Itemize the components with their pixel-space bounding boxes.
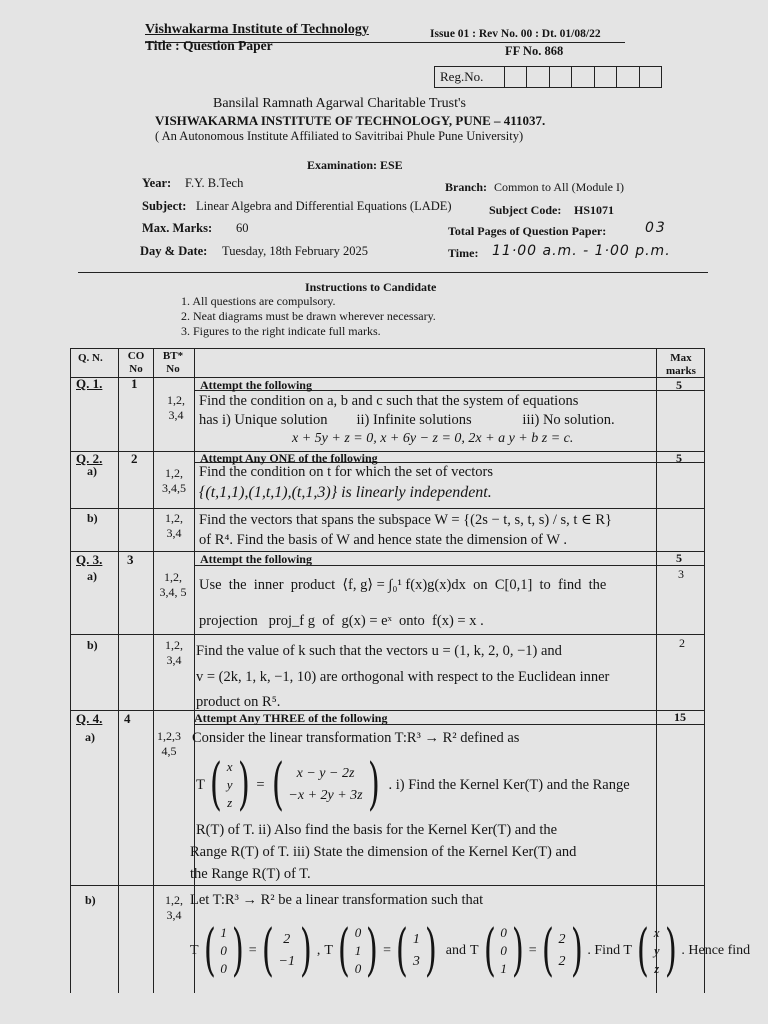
- q4a-text: R(T) of T. ii) Also find the basis for the Kernel Ker(T) and the: [196, 822, 558, 838]
- t-symbol: T: [324, 943, 333, 958]
- q4a-bt: 1,2,3 4,5: [157, 729, 181, 758]
- q4b-label: b): [85, 893, 96, 907]
- time-label: Time:: [448, 246, 479, 260]
- q2a-bt: 1,2, 3,4,5: [162, 466, 186, 495]
- q4a-text: . i) Find the Kernel Ker(T) and the Range: [388, 776, 630, 793]
- q4a-text: the Range R(T) of T.: [190, 866, 311, 882]
- separator: [78, 272, 708, 273]
- equals-sign: =: [383, 943, 392, 958]
- vector-entry: y: [226, 777, 233, 792]
- q4b-text: Let T:R³ → R² be a linear transformation such that: [190, 892, 484, 908]
- q2b-label: b): [87, 511, 98, 525]
- vector-entry: 0: [220, 943, 227, 958]
- vector-entry: z: [654, 961, 660, 976]
- vector-entry: −x + 2y + 3z: [288, 788, 363, 803]
- table-rule: [70, 451, 705, 452]
- q2a-label: a): [87, 464, 97, 478]
- issue-info: Issue 01 : Rev No. 00 : Dt. 01/08/22: [430, 28, 601, 40]
- reg-no-cell[interactable]: [550, 67, 572, 87]
- instruction-item: 3. Figures to the right indicate full marks.: [181, 324, 381, 338]
- q1-number: Q. 1.: [76, 376, 103, 391]
- subject-label: Subject:: [142, 199, 187, 213]
- date-value: Tuesday, 18th February 2025: [222, 244, 368, 258]
- institute-name: Vishwakarma Institute of Technology: [145, 22, 369, 37]
- table-divider: [118, 348, 119, 993]
- q3b-label: b): [87, 638, 98, 652]
- image-vector: ( 1 3 ): [395, 918, 437, 983]
- basis-vector: ( 0 0 1 ): [483, 918, 524, 983]
- vector-entry: −1: [278, 954, 295, 969]
- vector-entry: x − y − 2z: [296, 766, 355, 781]
- subject-value: Linear Algebra and Differential Equations (LADE): [196, 199, 452, 213]
- vector-entry: 1: [354, 943, 362, 958]
- table-divider: [153, 348, 154, 993]
- q2b-text: of R⁴. Find the basis of W and hence state the dimension of W .: [199, 532, 568, 548]
- q1-heading: Attempt the following: [200, 378, 312, 392]
- table-rule: [70, 508, 705, 509]
- q1-bt: 1,2, 3,4: [167, 393, 185, 422]
- q4-number: Q. 4.: [76, 711, 103, 726]
- t-symbol: T: [190, 943, 199, 958]
- q2b-bt: 1,2, 3,4: [165, 511, 183, 540]
- ff-number: FF No. 868: [505, 44, 564, 58]
- comma: ,: [316, 943, 321, 958]
- equals-sign: =: [528, 943, 537, 958]
- q3b-text: Find the value of k such that the vectors u = (1, k, 2, 0, −1) and: [196, 643, 562, 659]
- vector-entry: 0: [500, 943, 507, 958]
- reg-no-cell[interactable]: [505, 67, 527, 87]
- equals-sign: =: [248, 943, 257, 958]
- q1-co: 1: [131, 376, 138, 391]
- trust-name: Bansilal Ramnath Agarwal Charitable Trust's: [213, 96, 466, 111]
- q1-equation: x + 5y + z = 0, x + 6y − z = 0, 2x + a y + b z = c.: [292, 431, 574, 446]
- equals-sign: =: [256, 776, 265, 793]
- vector-entry: 0: [500, 925, 507, 940]
- vector-entry: 1: [412, 932, 420, 947]
- q4a-text: Range R(T) of T. iii) State the dimension of the Kernel Ker(T) and: [190, 844, 577, 860]
- vector-entry: 2: [283, 932, 291, 947]
- q4-marks: 15: [674, 710, 686, 724]
- q1-text: Find the condition on a, b and c such that the system of equations: [199, 393, 579, 409]
- q4a-text: Consider the linear transformation T:R³ → R² defined as: [192, 730, 520, 746]
- reg-no-cell[interactable]: [595, 67, 617, 87]
- q1-text: has i) Unique solution ii) Infinite solutions iii) No solution.: [199, 412, 615, 428]
- q2a-text: Find the condition on t for which the set of vectors: [199, 464, 493, 480]
- reg-no-label: Reg.No.: [435, 67, 505, 87]
- q4b-text: . Hence find: [681, 943, 751, 958]
- q4-co: 4: [124, 711, 131, 726]
- q3-marks: 5: [676, 551, 682, 565]
- t-symbol: T: [469, 943, 479, 958]
- header-max-marks: Max marks: [666, 352, 696, 377]
- basis-vector: ( 0 1 0 ): [337, 918, 379, 983]
- date-label: Day & Date:: [140, 244, 208, 258]
- q3b-marks: 2: [679, 636, 685, 650]
- table-rule: [70, 885, 705, 886]
- subject-code-label: Subject Code:: [489, 203, 562, 217]
- table-border: [70, 348, 71, 993]
- vector-entry: y: [653, 943, 660, 958]
- vector-entry: 1: [500, 961, 507, 976]
- max-marks-value: 60: [236, 221, 249, 235]
- q4a-transformation: [196, 748, 630, 822]
- table-rule: [70, 710, 705, 711]
- q3b-text: v = (2k, 1, k, −1, 10) are orthogonal with respect to the Euclidean inner: [196, 669, 610, 685]
- table-border: [704, 348, 705, 993]
- q3a-text: projection proj_f g of g(x) = eˣ onto f(x) = x .: [199, 613, 484, 629]
- instruction-item: 1. All questions are compulsory.: [181, 294, 336, 308]
- branch-label: Branch:: [445, 180, 487, 194]
- table-rule: [70, 551, 705, 552]
- instruction-item: 2. Neat diagrams must be drawn wherever necessary.: [181, 309, 436, 323]
- affiliation: ( An Autonomous Institute Affiliated to Savitribai Phule Pune University): [155, 129, 524, 143]
- vector-entry: 2: [558, 932, 566, 947]
- reg-no-cell[interactable]: [527, 67, 549, 87]
- image-vector: ( 2 −1 ): [261, 918, 312, 983]
- total-pages-label: Total Pages of Question Paper:: [448, 224, 607, 238]
- general-vector: ( x y z ): [636, 918, 677, 983]
- q3a-text: Use the inner product ⟨f, g⟩ = ∫₀¹ f(x)g(x)dx on C[0,1] to find the: [199, 577, 607, 593]
- q2b-text: Find the vectors that spans the subspace W = {(2s − t, s, t, s) / s, t ∈ R}: [199, 512, 613, 528]
- q4-heading: Attempt Any THREE of the following: [194, 711, 388, 725]
- output-vector: ( x − y − 2z −x + 2y + 3z ): [271, 752, 380, 817]
- and-word: and: [445, 943, 466, 958]
- examination: Examination: ESE: [307, 158, 403, 172]
- vector-entry: 3: [412, 954, 420, 969]
- instructions-heading: Instructions to Candidate: [305, 280, 437, 294]
- reg-no-box: [434, 66, 662, 88]
- q2-heading: Attempt Any ONE of the following: [200, 451, 378, 465]
- q3b-text: product on R⁵.: [196, 694, 281, 710]
- q3-heading: Attempt the following: [200, 552, 312, 566]
- q4a-label: a): [85, 730, 95, 744]
- time-value: 11·00 a.m. - 1·00 p.m.: [492, 243, 671, 259]
- q2-marks: 5: [676, 451, 682, 465]
- q3-number: Q. 3.: [76, 552, 103, 567]
- reg-no-cell[interactable]: [572, 67, 594, 87]
- vector-entry: 0: [220, 961, 227, 976]
- reg-no-cell[interactable]: [640, 67, 661, 87]
- input-vector: ( x y z ): [209, 752, 250, 817]
- q4b-text: . Find T: [587, 943, 632, 958]
- header-qno: Q. N.: [78, 352, 103, 364]
- table-rule: [70, 634, 705, 635]
- table-divider: [654, 348, 660, 993]
- table-rule: [70, 377, 705, 378]
- q2-co: 2: [131, 451, 138, 466]
- institute-full-name: VISHWAKARMA INSTITUTE OF TECHNOLOGY, PUNE – 411037.: [155, 113, 546, 128]
- total-pages-value: 03: [645, 220, 667, 236]
- q1-marks: 5: [676, 378, 682, 392]
- q4b-conditions: [190, 913, 750, 989]
- q3a-bt: 1,2, 3,4, 5: [159, 570, 187, 599]
- reg-no-cell[interactable]: [617, 67, 639, 87]
- header-bt: BT* No: [162, 350, 184, 375]
- q4b-bt: 1,2, 3,4: [165, 893, 183, 922]
- q2-number: Q. 2.: [76, 451, 103, 466]
- year-value: F.Y. B.Tech: [185, 176, 244, 190]
- q3a-label: a): [87, 569, 97, 583]
- vector-entry: 1: [220, 925, 227, 940]
- vector-entry: 2: [558, 954, 566, 969]
- year-label: Year:: [142, 176, 172, 190]
- vector-entry: x: [226, 759, 233, 774]
- subject-code-value: HS1071: [574, 203, 615, 217]
- branch-value: Common to All (Module I): [494, 180, 624, 194]
- vector-entry: z: [227, 795, 233, 810]
- image-vector: ( 2 2 ): [541, 918, 583, 983]
- q3a-marks: 3: [678, 567, 684, 581]
- vector-entry: 0: [354, 961, 362, 976]
- paper-title: Title : Question Paper: [145, 38, 273, 53]
- t-symbol: T: [196, 776, 205, 793]
- vector-entry: 0: [354, 925, 362, 940]
- q3b-bt: 1,2, 3,4: [165, 638, 183, 667]
- header-co: CO No: [127, 350, 145, 375]
- q3-co: 3: [127, 552, 134, 567]
- vector-entry: x: [653, 925, 660, 940]
- max-marks-label: Max. Marks:: [142, 221, 213, 235]
- basis-vector: ( 1 0 0 ): [203, 918, 244, 983]
- q2a-vectors: {(t,1,1),(1,t,1),(t,1,3)} is linearly independent.: [199, 484, 492, 501]
